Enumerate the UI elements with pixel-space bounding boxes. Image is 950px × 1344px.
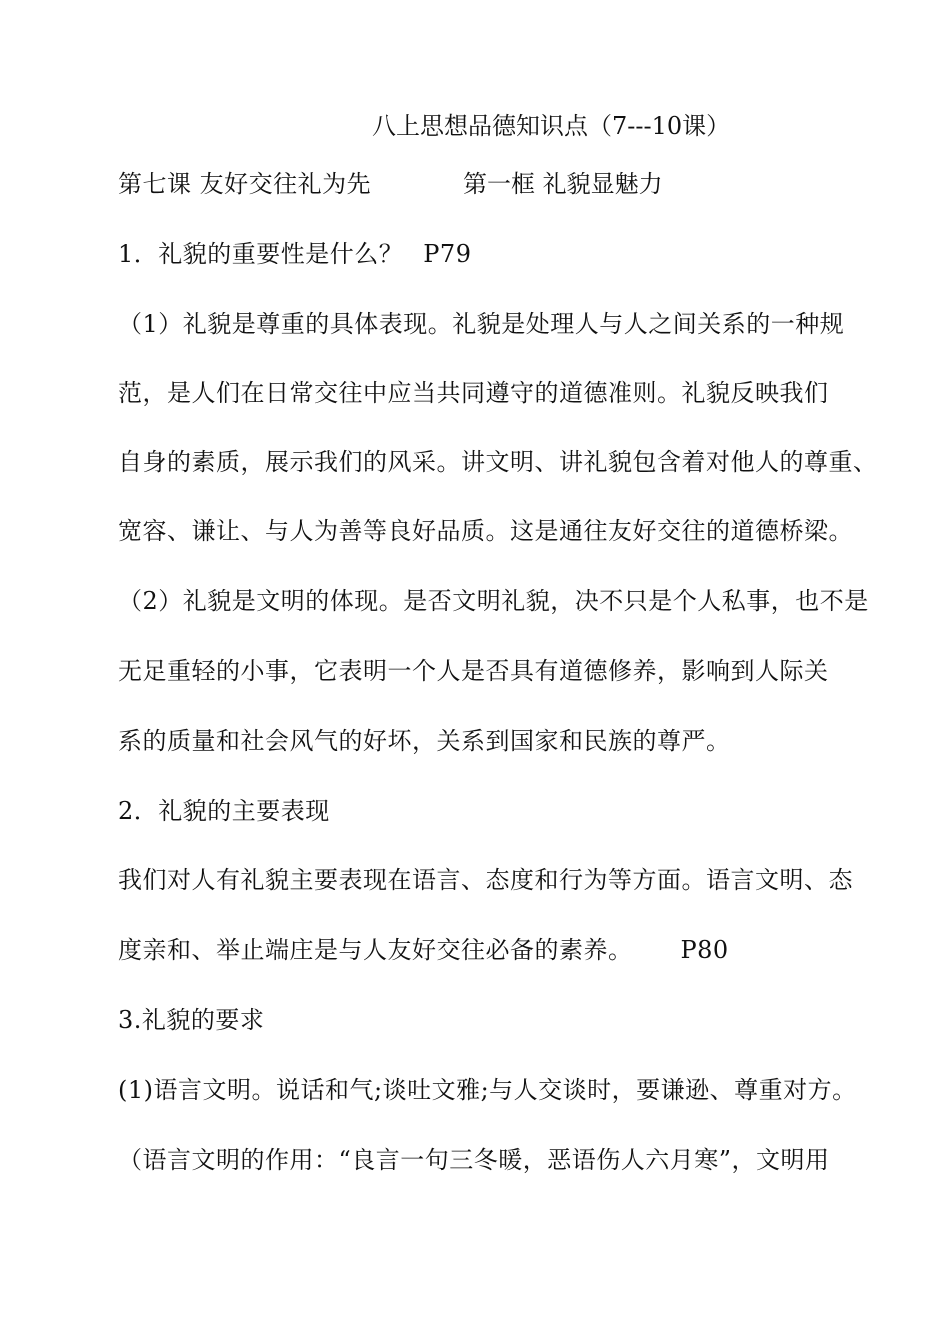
text-line-8: 系的质量和社会风气的好坏，关系到国家和民族的尊严。 bbox=[118, 727, 731, 755]
text-line-1 bbox=[118, 238, 878, 270]
lesson-title: 第七课 友好交往礼为先 bbox=[118, 170, 372, 198]
page-reference: P80 bbox=[680, 936, 729, 964]
paragraph-text: 度亲和、举止端庄是与人友好交往必备的素养。 bbox=[118, 936, 633, 964]
text-line-14: （语言文明的作用：“良言一句三冬暖，恶语伤人六月寒”，文明用 bbox=[118, 1146, 830, 1174]
text-line-6: （2）礼貌是文明的体现。是否文明礼貌，决不只是个人私事，也不是 bbox=[118, 587, 869, 615]
text-line-12: 3.礼貌的要求 bbox=[118, 1006, 265, 1034]
page-reference: P79 bbox=[423, 240, 472, 268]
question-text: 1．礼貌的重要性是什么？ bbox=[118, 240, 404, 268]
text-line-4: 自身的素质，展示我们的风采。讲文明、讲礼貌包含着对他人的尊重、 bbox=[118, 448, 878, 476]
text-line-2: （1）礼貌是尊重的具体表现。礼貌是处理人与人之间关系的一种规 bbox=[118, 310, 845, 338]
text-line-5: 宽容、谦让、与人为善等良好品质。这是通往友好交往的道德桥梁。 bbox=[118, 517, 853, 545]
text-line-9: 2．礼貌的主要表现 bbox=[118, 797, 330, 825]
text-line-11 bbox=[118, 934, 878, 966]
document-title: 八上思想品德知识点（7---10课） bbox=[372, 112, 731, 140]
text-line-10: 我们对人有礼貌主要表现在语言、态度和行为等方面。语言文明、态 bbox=[118, 866, 853, 894]
text-line-3: 范，是人们在日常交往中应当共同遵守的道德准则。礼貌反映我们 bbox=[118, 379, 829, 407]
text-line-7: 无足重轻的小事，它表明一个人是否具有道德修养，影响到人际关 bbox=[118, 657, 829, 685]
section-title: 第一框 礼貌显魅力 bbox=[463, 170, 663, 198]
text-line-13: (1)语言文明。说话和气;谈吐文雅;与人交谈时，要谦逊、尊重对方。 bbox=[118, 1076, 857, 1104]
